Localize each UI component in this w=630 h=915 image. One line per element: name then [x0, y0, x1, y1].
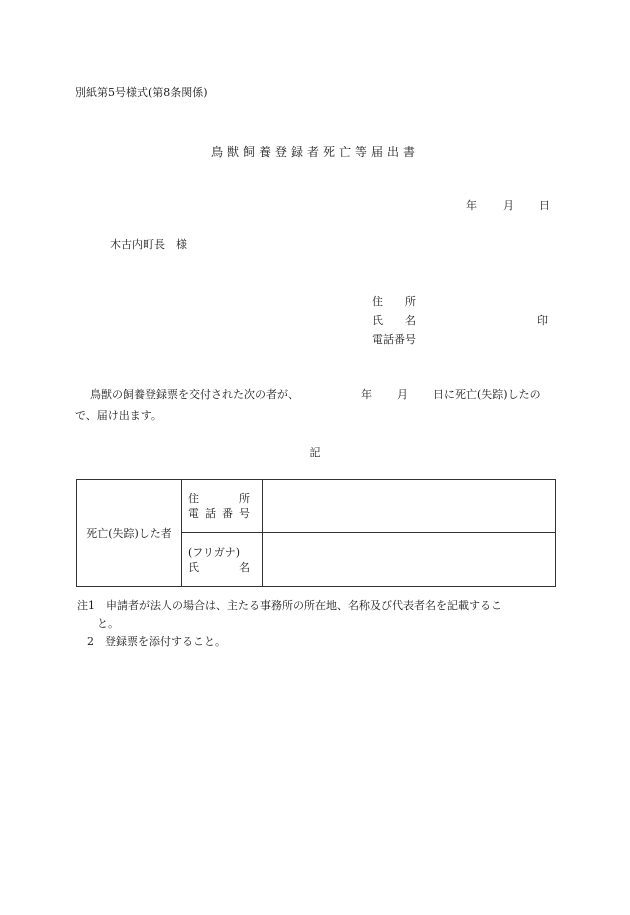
- address-phone-label-cell: [182, 480, 263, 533]
- addressee: 木古内町長 様: [110, 238, 187, 251]
- address-phone-value[interactable]: [263, 480, 556, 533]
- date-year-label: 年: [466, 199, 477, 212]
- body-text-line1-prefix: 鳥獣の飼養登録票を交付された次の者が、: [90, 388, 299, 401]
- notes: [77, 597, 502, 651]
- deceased-person-table: [76, 479, 556, 587]
- form-number: 別紙第5号様式(第8条関係): [75, 86, 208, 99]
- note-2: 2 登録票を添付すること。: [87, 635, 226, 648]
- name-label: 氏 名: [188, 560, 250, 574]
- document-title: 鳥獣飼養登録者死亡等届出書: [210, 145, 419, 159]
- note-1-line2: と。: [97, 617, 119, 630]
- body-month-label: 月: [397, 388, 408, 401]
- note-1-line1: 注1 申請者が法人の場合は、主たる事務所の所在地、名称及び代表者名を記載するこ: [77, 599, 502, 612]
- furigana-name-label-cell: [182, 533, 263, 587]
- ki-heading: 記: [309, 446, 321, 459]
- body-text-line1-suffix: 日に死亡(失踪)したの: [433, 388, 541, 401]
- seal-mark: 印: [537, 314, 548, 327]
- deceased-person-label: 死亡(失踪)した者: [77, 480, 182, 587]
- phone-number-label: 電 話 番 号: [188, 507, 250, 520]
- furigana-label: (フリガナ): [188, 545, 241, 559]
- body-year-label: 年: [361, 388, 372, 401]
- date-day-label: 日: [539, 199, 550, 212]
- applicant-address-label: 住 所: [372, 295, 416, 308]
- applicant-name-label: 氏 名: [372, 314, 416, 327]
- applicant-phone-label: 電話番号: [372, 333, 416, 346]
- body-text-line2: で、届け出ます。: [75, 409, 162, 422]
- name-value[interactable]: [263, 533, 556, 587]
- date-month-label: 月: [503, 199, 514, 212]
- address-label: 住 所: [188, 492, 250, 505]
